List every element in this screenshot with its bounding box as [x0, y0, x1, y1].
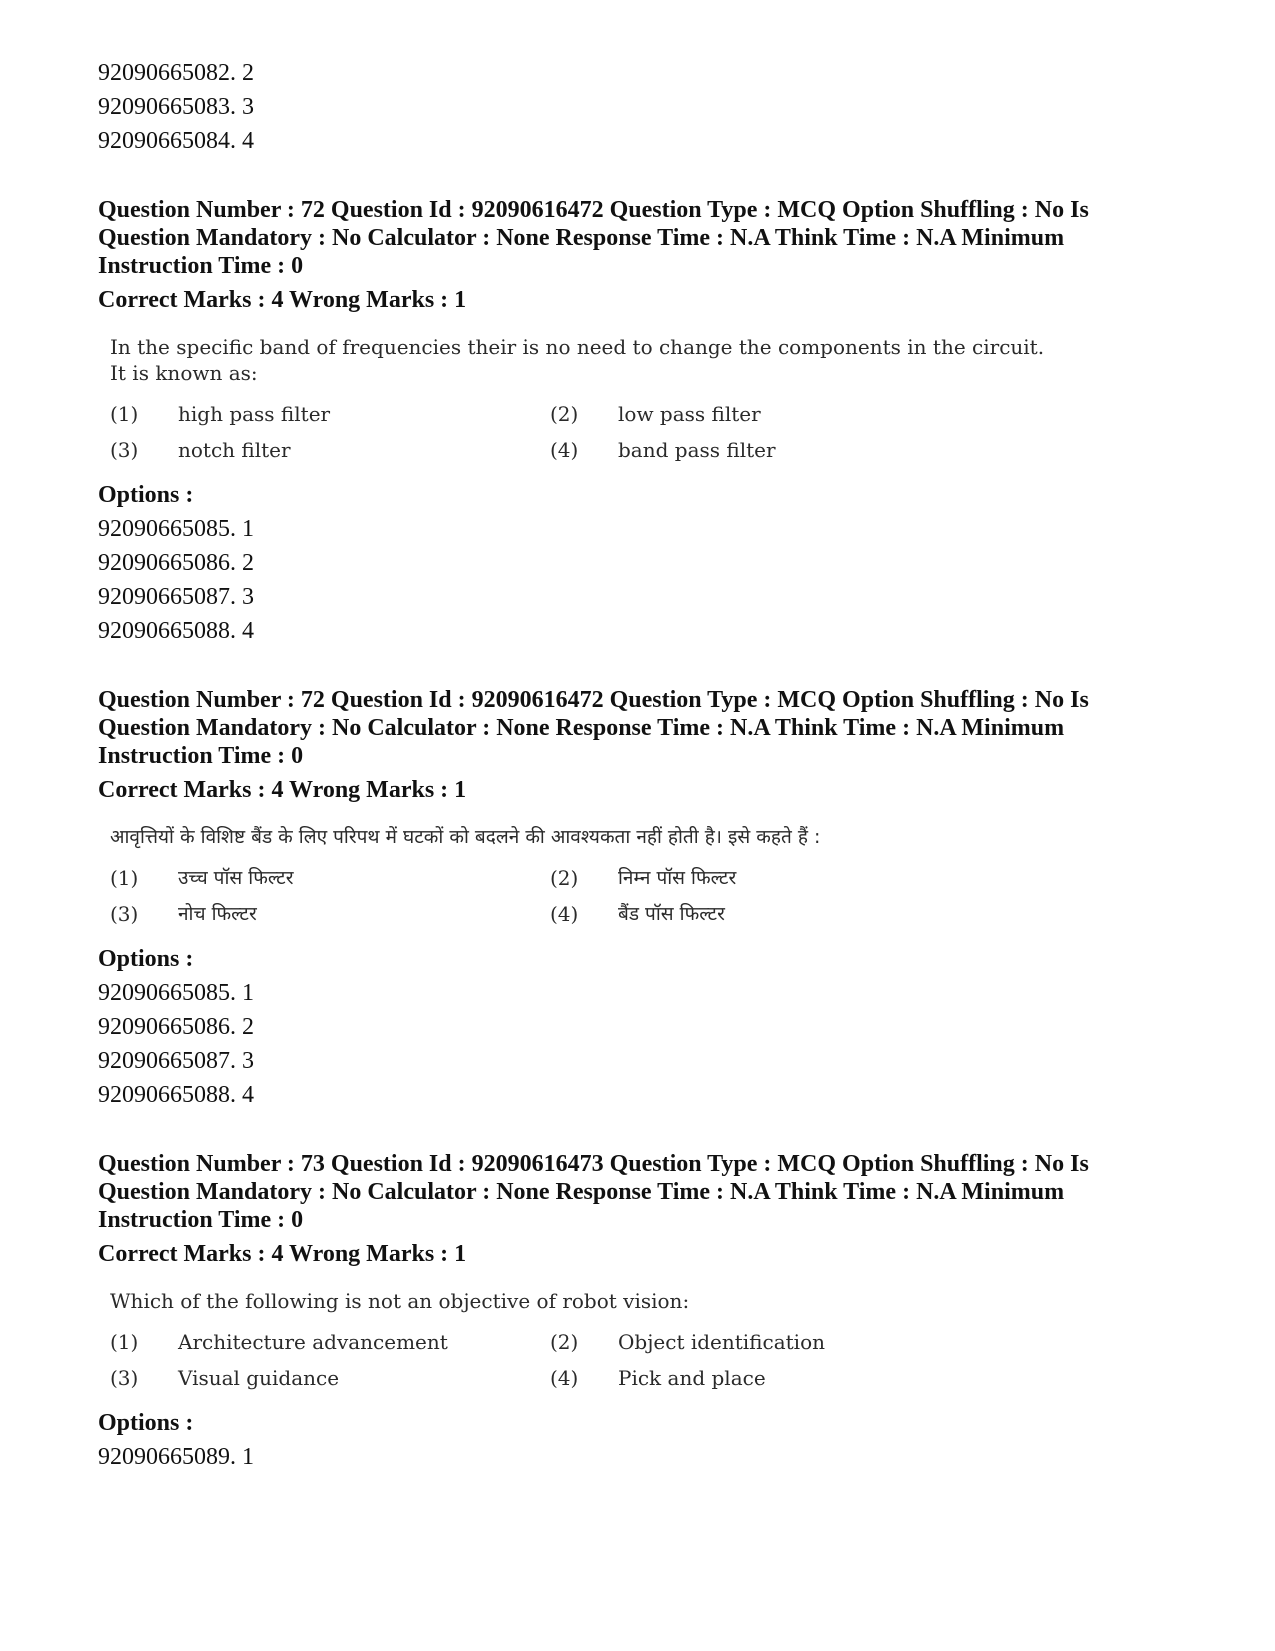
- options-label: Options :: [98, 482, 194, 508]
- choice-number: (4): [550, 902, 579, 926]
- choice-item: [550, 866, 990, 890]
- choice-item: [550, 1330, 990, 1354]
- question-meta: Question Number : 72 Question Id : 92090616472 Question Type : MCQ Option Shuffling : No Is Question Mandatory : No Calculator : None Response Time : N.A Think Time : N.A Minimum Instruction Time : 0: [98, 197, 1089, 279]
- question-block: [98, 1150, 1198, 1474]
- choice-text: बैंड पॉस फिल्टर: [618, 903, 725, 925]
- option-line: 92090665088. 4: [98, 618, 254, 644]
- choice-item: [110, 1330, 550, 1354]
- option-line: 92090665085. 1: [98, 516, 254, 542]
- question-marks: Correct Marks : 4 Wrong Marks : 1: [98, 287, 467, 313]
- choice-number: (4): [550, 1366, 579, 1390]
- choice-number: (1): [110, 1330, 139, 1354]
- choice-text: नोच फिल्टर: [178, 903, 257, 925]
- question-image: [110, 334, 1198, 462]
- options-label: Options :: [98, 1410, 194, 1436]
- choice-item: [550, 402, 990, 426]
- choice-number: (1): [110, 866, 139, 890]
- choice-grid: [110, 866, 1198, 926]
- choice-item: [550, 1366, 990, 1390]
- choice-item: [110, 902, 550, 926]
- choice-item: [550, 438, 990, 462]
- option-line: 92090665082. 2: [98, 60, 254, 86]
- question-meta: Question Number : 72 Question Id : 92090616472 Question Type : MCQ Option Shuffling : No Is Question Mandatory : No Calculator : None Response Time : N.A Think Time : N.A Minimum Instruction Time : 0: [98, 687, 1089, 769]
- choice-item: [110, 402, 550, 426]
- question-meta: Question Number : 73 Question Id : 92090616473 Question Type : MCQ Option Shuffling : No Is Question Mandatory : No Calculator : None Response Time : N.A Think Time : N.A Minimum Instruction Time : 0: [98, 1151, 1089, 1233]
- question-text: आवृत्तियों के विशिष्ट बैंड के लिए परिपथ में घटकों को बदलने की आवश्यकता नहीं होती है। इसे कहते हैं :: [110, 826, 821, 848]
- choice-item: [110, 866, 550, 890]
- previous-question-options: [98, 56, 1198, 158]
- choice-grid: [110, 1330, 1198, 1390]
- choice-number: (4): [550, 438, 579, 462]
- option-line: 92090665087. 3: [98, 1048, 254, 1074]
- choice-number: (3): [110, 438, 139, 462]
- question-text: Which of the following is not an objective of robot vision:: [110, 1289, 690, 1313]
- question-block: [98, 686, 1198, 1112]
- choice-text: high pass filter: [178, 402, 331, 426]
- option-line: 92090665083. 3: [98, 94, 254, 120]
- option-line: 92090665086. 2: [98, 1014, 254, 1040]
- choice-text: निम्न पॉस फिल्टर: [618, 867, 737, 889]
- option-line: 92090665087. 3: [98, 584, 254, 610]
- choice-item: [550, 902, 990, 926]
- question-image: [110, 1288, 1198, 1390]
- document-page: [98, 56, 1198, 1512]
- question-marks: Correct Marks : 4 Wrong Marks : 1: [98, 1241, 467, 1267]
- choice-text: Visual guidance: [178, 1366, 340, 1390]
- choice-number: (2): [550, 402, 579, 426]
- question-image: [110, 824, 1198, 926]
- question-block: [98, 196, 1198, 648]
- option-line: 92090665088. 4: [98, 1082, 254, 1108]
- options-label: Options :: [98, 946, 194, 972]
- choice-number: (2): [550, 1330, 579, 1354]
- option-line: 92090665089. 1: [98, 1444, 254, 1470]
- option-line: 92090665085. 1: [98, 980, 254, 1006]
- choice-grid: [110, 402, 1198, 462]
- option-line: 92090665084. 4: [98, 128, 254, 154]
- choice-number: (3): [110, 1366, 139, 1390]
- option-line: 92090665086. 2: [98, 550, 254, 576]
- choice-text: Pick and place: [618, 1366, 766, 1390]
- question-marks: Correct Marks : 4 Wrong Marks : 1: [98, 777, 467, 803]
- choice-item: [110, 438, 550, 462]
- choice-number: (1): [110, 402, 139, 426]
- question-text: In the specific band of frequencies their is no need to change the components in the circuit. It is known as:: [110, 335, 1045, 385]
- choice-text: उच्च पॉस फिल्टर: [178, 867, 294, 889]
- choice-number: (2): [550, 866, 579, 890]
- choice-number: (3): [110, 902, 139, 926]
- choice-text: Architecture advancement: [178, 1330, 448, 1354]
- choice-text: notch filter: [178, 438, 291, 462]
- choice-item: [110, 1366, 550, 1390]
- choice-text: Object identification: [618, 1330, 826, 1354]
- choice-text: low pass filter: [618, 402, 761, 426]
- choice-text: band pass filter: [618, 438, 776, 462]
